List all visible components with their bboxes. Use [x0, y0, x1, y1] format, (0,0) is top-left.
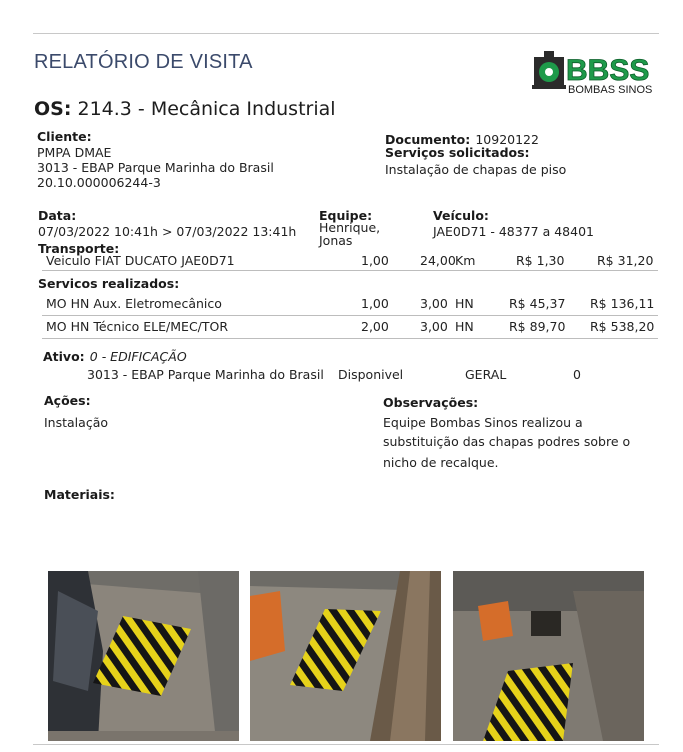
- servico-price: R$ 45,37: [509, 296, 566, 311]
- ativo-status: Disponivel: [338, 367, 404, 382]
- observacoes-line-2: substituição das chapas podres sobre o: [383, 434, 631, 449]
- ativo-local: 3013 - EBAP Parque Marinha do Brasil: [87, 367, 324, 382]
- bombas-sinos-logo: [530, 49, 662, 95]
- transporte-total: R$ 31,20: [597, 253, 654, 268]
- photo-3: [453, 571, 644, 741]
- servicos-realizados-label: Servicos realizados:: [38, 276, 180, 291]
- servico-desc: MO HN Técnico ELE/MEC/TOR: [46, 319, 229, 334]
- transporte-label: Transporte:: [38, 241, 120, 256]
- equipe-label: Equipe:: [319, 208, 373, 223]
- ativo-label: Ativo:: [43, 349, 85, 364]
- ativo: [43, 346, 187, 365]
- logo-subtext: BOMBAS SINOS: [568, 84, 653, 95]
- top-divider: [33, 33, 659, 34]
- transporte-unit: Km: [455, 253, 476, 268]
- cliente-label: Cliente:: [37, 129, 92, 144]
- observacoes-line-3: nicho de recalque.: [383, 455, 499, 470]
- ativo-value: 0 - EDIFICAÇÃO: [89, 349, 187, 364]
- documento-label: Documento:: [385, 132, 471, 147]
- photo-1: [48, 571, 239, 741]
- os-value: 214.3 - Mecânica Industrial: [77, 98, 336, 120]
- bottom-divider: [33, 744, 659, 745]
- observacoes-label: Observações:: [383, 395, 479, 410]
- cliente-line-2: 3013 - EBAP Parque Marinha do Brasil: [37, 160, 274, 175]
- cliente-line-1: PMPA DMAE: [37, 145, 112, 160]
- veiculo-label: Veículo:: [433, 208, 489, 223]
- ativo-count: 0: [573, 367, 581, 382]
- servico-unit: HN: [455, 296, 474, 311]
- servico-amount: 3,00: [420, 319, 448, 334]
- os-heading: [34, 98, 336, 120]
- transporte-qty: 1,00: [361, 253, 389, 268]
- servico-desc: MO HN Aux. Eletromecânico: [46, 296, 222, 311]
- page-title: RELATÓRIO DE VISITA: [34, 51, 253, 73]
- servico-unit: HN: [455, 319, 474, 334]
- servico-total: R$ 538,20: [590, 319, 655, 334]
- cliente-line-3: 20.10.000006244-3: [37, 175, 161, 190]
- transporte-desc: Veiculo FIAT DUCATO JAE0D71: [46, 253, 235, 268]
- row-divider: [42, 338, 658, 339]
- observacoes-line-1: Equipe Bombas Sinos realizou a: [383, 415, 583, 430]
- equipe-line-2: Jonas: [319, 233, 353, 248]
- servicos-solicitados-label: Serviços solicitados:: [385, 145, 530, 160]
- servico-qty: 2,00: [361, 319, 389, 334]
- veiculo-value: JAE0D71 - 48377 a 48401: [433, 224, 594, 239]
- data-value: 07/03/2022 10:41h > 07/03/2022 13:41h: [38, 224, 297, 239]
- os-label: OS:: [34, 98, 72, 120]
- servico-price: R$ 89,70: [509, 319, 566, 334]
- transporte-amount: 24,00: [420, 253, 456, 268]
- materiais-label: Materiais:: [44, 487, 115, 502]
- transporte-price: R$ 1,30: [516, 253, 565, 268]
- servicos-solicitados-value: Instalação de chapas de piso: [385, 162, 567, 177]
- photo-2: [250, 571, 441, 741]
- row-divider: [42, 315, 658, 316]
- acoes-label: Ações:: [44, 393, 91, 408]
- acoes-value: Instalação: [44, 415, 108, 430]
- documento-value: 10920122: [475, 132, 539, 147]
- servico-total: R$ 136,11: [590, 296, 655, 311]
- data-label: Data:: [38, 208, 77, 223]
- ativo-group: GERAL: [465, 367, 507, 382]
- servico-amount: 3,00: [420, 296, 448, 311]
- logo-text: BBSS: [566, 54, 650, 87]
- servico-qty: 1,00: [361, 296, 389, 311]
- row-divider: [42, 270, 658, 271]
- equipe-line-1: Henrique,: [319, 220, 381, 235]
